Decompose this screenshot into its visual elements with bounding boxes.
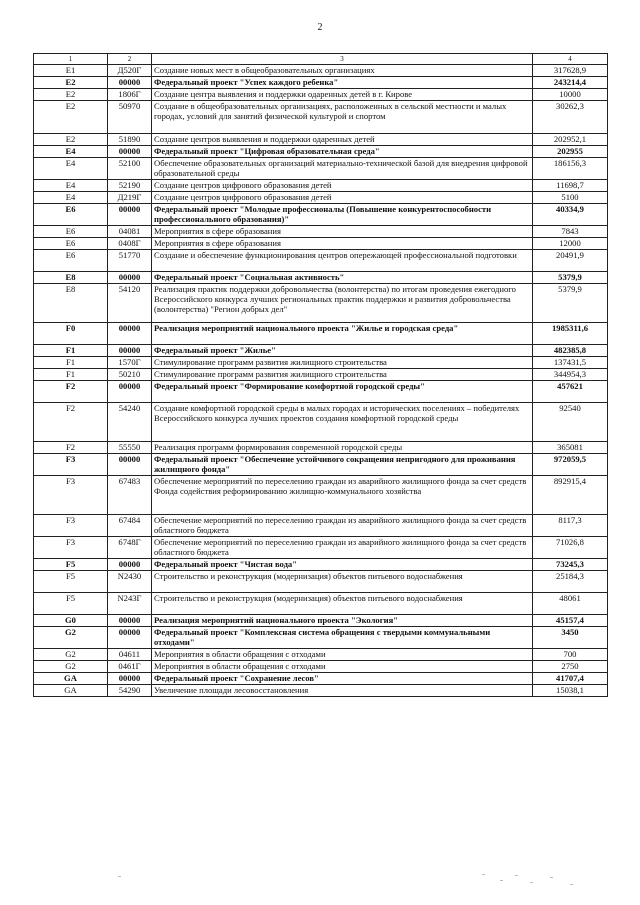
- table-row: [34, 442, 608, 454]
- row-amount: 12000: [533, 238, 608, 250]
- row-code: E2: [34, 89, 108, 101]
- row-subcode: 00000: [108, 323, 152, 345]
- table-row: [34, 192, 608, 204]
- table-row: [34, 146, 608, 158]
- row-amount: 45157,4: [533, 615, 608, 627]
- row-code: F0: [34, 323, 108, 345]
- row-amount: 5379,9: [533, 272, 608, 284]
- row-subcode: 51770: [108, 250, 152, 272]
- table-row: [34, 226, 608, 238]
- row-subcode: N243Г: [108, 593, 152, 615]
- row-amount: 73245,3: [533, 559, 608, 571]
- header-col-3: 3: [152, 54, 533, 65]
- row-amount: 344954,3: [533, 369, 608, 381]
- row-amount: 92540: [533, 403, 608, 442]
- row-amount: 10000: [533, 89, 608, 101]
- row-description: Создание центров цифрового образования детей: [152, 180, 533, 192]
- table-row: [34, 204, 608, 226]
- row-subcode: 67484: [108, 515, 152, 537]
- row-amount: 11698,7: [533, 180, 608, 192]
- row-code: F5: [34, 571, 108, 593]
- table-row: [34, 476, 608, 515]
- row-amount: 317628,9: [533, 65, 608, 77]
- row-description: Стимулирование программ развития жилищного строительства: [152, 369, 533, 381]
- row-subcode: 04611: [108, 649, 152, 661]
- row-description: Мероприятия в области обращения с отходами: [152, 649, 533, 661]
- row-amount: 15038,1: [533, 685, 608, 697]
- row-code: GA: [34, 673, 108, 685]
- row-subcode: 55550: [108, 442, 152, 454]
- row-code: G0: [34, 615, 108, 627]
- table-row: [34, 134, 608, 146]
- row-amount: 186156,3: [533, 158, 608, 180]
- row-amount: 2750: [533, 661, 608, 673]
- row-description: Обеспечение мероприятий по переселению граждан из аварийного жилищного фонда за счет средств областного бюджета: [152, 537, 533, 559]
- table-row: [34, 323, 608, 345]
- row-code: F3: [34, 454, 108, 476]
- row-subcode: 00000: [108, 454, 152, 476]
- row-code: F3: [34, 476, 108, 515]
- header-col-1: 1: [34, 54, 108, 65]
- row-code: E6: [34, 226, 108, 238]
- row-description: Федеральный проект "Социальная активность": [152, 272, 533, 284]
- row-subcode: 00000: [108, 272, 152, 284]
- row-subcode: 1570Г: [108, 357, 152, 369]
- row-amount: 5379,9: [533, 284, 608, 323]
- row-description: Федеральный проект "Формирование комфортной городской среды": [152, 381, 533, 403]
- row-subcode: N2430: [108, 571, 152, 593]
- row-amount: 892915,4: [533, 476, 608, 515]
- row-description: Реализация мероприятий национального проекта "Жилье и городская среда": [152, 323, 533, 345]
- row-amount: 71026,8: [533, 537, 608, 559]
- row-description: Создание новых мест в общеобразовательных организациях: [152, 65, 533, 77]
- row-subcode: 52190: [108, 180, 152, 192]
- row-description: Реализация практик поддержки добровольчества (волонтерства) по итогам проведения ежегодного Всероссийского конкурса лучших региональных практик поддержки и развития добровольчества (волонтерства) "Регион добрых дел": [152, 284, 533, 323]
- table-row: [34, 515, 608, 537]
- row-amount: 482385,8: [533, 345, 608, 357]
- header-col-2: 2: [108, 54, 152, 65]
- row-amount: 40334,9: [533, 204, 608, 226]
- row-subcode: 54120: [108, 284, 152, 323]
- row-code: E8: [34, 284, 108, 323]
- row-description: Создание центров выявления и поддержки одаренных детей: [152, 134, 533, 146]
- row-description: Строительство и реконструкция (модернизация) объектов питьевого водоснабжения: [152, 571, 533, 593]
- row-code: F2: [34, 403, 108, 442]
- row-description: Мероприятия в сфере образования: [152, 238, 533, 250]
- row-description: Мероприятия в сфере образования: [152, 226, 533, 238]
- row-code: E4: [34, 180, 108, 192]
- row-description: Обеспечение мероприятий по переселению граждан из аварийного жилищного фонда за счет средств Фонда содействия реформированию жилищно-коммунального хозяйства: [152, 476, 533, 515]
- row-code: F5: [34, 593, 108, 615]
- row-description: Создание центра выявления и поддержки одаренных детей в г. Кирове: [152, 89, 533, 101]
- table-row: [34, 77, 608, 89]
- row-description: Увеличение площади лесовосстановления: [152, 685, 533, 697]
- row-description: Федеральный проект "Жилье": [152, 345, 533, 357]
- row-code: E8: [34, 272, 108, 284]
- table-row: [34, 661, 608, 673]
- row-subcode: 00000: [108, 345, 152, 357]
- row-code: E1: [34, 65, 108, 77]
- row-subcode: 1806Г: [108, 89, 152, 101]
- row-subcode: 0408Г: [108, 238, 152, 250]
- row-code: E4: [34, 158, 108, 180]
- row-code: E2: [34, 77, 108, 89]
- table-row: [34, 627, 608, 649]
- row-description: Федеральный проект "Цифровая образовательная среда": [152, 146, 533, 158]
- row-amount: 8117,3: [533, 515, 608, 537]
- row-amount: 25184,3: [533, 571, 608, 593]
- row-code: F3: [34, 515, 108, 537]
- row-subcode: 00000: [108, 146, 152, 158]
- table-row: [34, 615, 608, 627]
- row-code: G2: [34, 627, 108, 649]
- table-row: [34, 284, 608, 323]
- row-subcode: 6748Г: [108, 537, 152, 559]
- row-amount: 5100: [533, 192, 608, 204]
- row-description: Создание и обеспечение функционирования центров опережающей профессиональной подготовки: [152, 250, 533, 272]
- row-code: F3: [34, 537, 108, 559]
- row-code: E6: [34, 250, 108, 272]
- table-header-row: [34, 54, 608, 65]
- row-amount: 3450: [533, 627, 608, 649]
- row-amount: 700: [533, 649, 608, 661]
- table-row: [34, 571, 608, 593]
- row-subcode: 00000: [108, 559, 152, 571]
- row-code: F1: [34, 369, 108, 381]
- row-amount: 457621: [533, 381, 608, 403]
- table-row: [34, 238, 608, 250]
- row-description: Федеральный проект "Успех каждого ребенка": [152, 77, 533, 89]
- row-subcode: 54290: [108, 685, 152, 697]
- row-subcode: Д520Г: [108, 65, 152, 77]
- table-row: [34, 158, 608, 180]
- row-code: F1: [34, 345, 108, 357]
- table-row: [34, 381, 608, 403]
- row-description: Обеспечение мероприятий по переселению граждан из аварийного жилищного фонда за счет средств областного бюджета: [152, 515, 533, 537]
- row-amount: 20491,9: [533, 250, 608, 272]
- row-subcode: 00000: [108, 204, 152, 226]
- table-row: [34, 593, 608, 615]
- row-description: Создание в общеобразовательных организациях, расположенных в сельской местности и малых городах, условий для занятий физической культурой и спортом: [152, 101, 533, 134]
- scan-marks: [110, 872, 590, 892]
- table-row: [34, 65, 608, 77]
- table-row: [34, 250, 608, 272]
- page-number: 2: [317, 22, 323, 33]
- row-amount: 48061: [533, 593, 608, 615]
- header-col-4: 4: [533, 54, 608, 65]
- row-subcode: 00000: [108, 77, 152, 89]
- row-amount: 365081: [533, 442, 608, 454]
- row-subcode: 00000: [108, 627, 152, 649]
- table-row: [34, 537, 608, 559]
- row-subcode: 0461Г: [108, 661, 152, 673]
- row-code: G2: [34, 649, 108, 661]
- budget-table: [33, 53, 608, 697]
- row-code: F5: [34, 559, 108, 571]
- row-code: F2: [34, 442, 108, 454]
- row-amount: 30262,3: [533, 101, 608, 134]
- row-code: GA: [34, 685, 108, 697]
- row-code: F1: [34, 357, 108, 369]
- row-amount: 972059,5: [533, 454, 608, 476]
- row-description: Создание центров цифрового образования детей: [152, 192, 533, 204]
- row-amount: 137431,5: [533, 357, 608, 369]
- row-subcode: 54240: [108, 403, 152, 442]
- row-description: Федеральный проект "Молодые профессионалы (Повышение конкурентоспособности профессионального образования)": [152, 204, 533, 226]
- row-subcode: 04081: [108, 226, 152, 238]
- row-description: Федеральный проект "Сохранение лесов": [152, 673, 533, 685]
- row-subcode: 67483: [108, 476, 152, 515]
- table-row: [34, 180, 608, 192]
- row-amount: 7843: [533, 226, 608, 238]
- table-row: [34, 272, 608, 284]
- budget-table-body: [34, 54, 608, 697]
- row-code: E4: [34, 192, 108, 204]
- row-subcode: 00000: [108, 381, 152, 403]
- row-code: E4: [34, 146, 108, 158]
- row-description: Федеральный проект "Комплексная система обращения с твердыми коммунальными отходами": [152, 627, 533, 649]
- row-subcode: 52100: [108, 158, 152, 180]
- row-code: E2: [34, 101, 108, 134]
- row-description: Реализация программ формирования современной городской среды: [152, 442, 533, 454]
- row-subcode: 00000: [108, 615, 152, 627]
- table-row: [34, 357, 608, 369]
- row-description: Создание комфортной городской среды в малых городах и исторических поселениях – победителях Всероссийского конкурса лучших проектов создания комфортной городской среды: [152, 403, 533, 442]
- row-subcode: 51890: [108, 134, 152, 146]
- row-subcode: 00000: [108, 673, 152, 685]
- row-description: Строительство и реконструкция (модернизация) объектов питьевого водоснабжения: [152, 593, 533, 615]
- row-subcode: 50970: [108, 101, 152, 134]
- row-amount: 41707,4: [533, 673, 608, 685]
- row-code: E2: [34, 134, 108, 146]
- table-row: [34, 559, 608, 571]
- row-description: Федеральный проект "Обеспечение устойчивого сокращения непригодного для проживания жилищного фонда": [152, 454, 533, 476]
- table-row: [34, 403, 608, 442]
- row-code: F2: [34, 381, 108, 403]
- row-description: Федеральный проект "Чистая вода": [152, 559, 533, 571]
- table-row: [34, 454, 608, 476]
- row-amount: 1985311,6: [533, 323, 608, 345]
- table-row: [34, 369, 608, 381]
- table-row: [34, 649, 608, 661]
- row-code: G2: [34, 661, 108, 673]
- table-row: [34, 345, 608, 357]
- row-subcode: Д219Г: [108, 192, 152, 204]
- row-description: Мероприятия в области обращения с отходами: [152, 661, 533, 673]
- row-description: Стимулирование программ развития жилищного строительства: [152, 357, 533, 369]
- row-amount: 243214,4: [533, 77, 608, 89]
- table-row: [34, 89, 608, 101]
- row-code: E6: [34, 238, 108, 250]
- table-row: [34, 101, 608, 134]
- table-row: [34, 673, 608, 685]
- table-row: [34, 685, 608, 697]
- row-description: Обеспечение образовательных организаций материально-технической базой для внедрения цифровой образовательной среды: [152, 158, 533, 180]
- row-code: E6: [34, 204, 108, 226]
- row-amount: 202955: [533, 146, 608, 158]
- row-subcode: 50210: [108, 369, 152, 381]
- row-description: Реализация мероприятий национального проекта "Экология": [152, 615, 533, 627]
- row-amount: 202952,1: [533, 134, 608, 146]
